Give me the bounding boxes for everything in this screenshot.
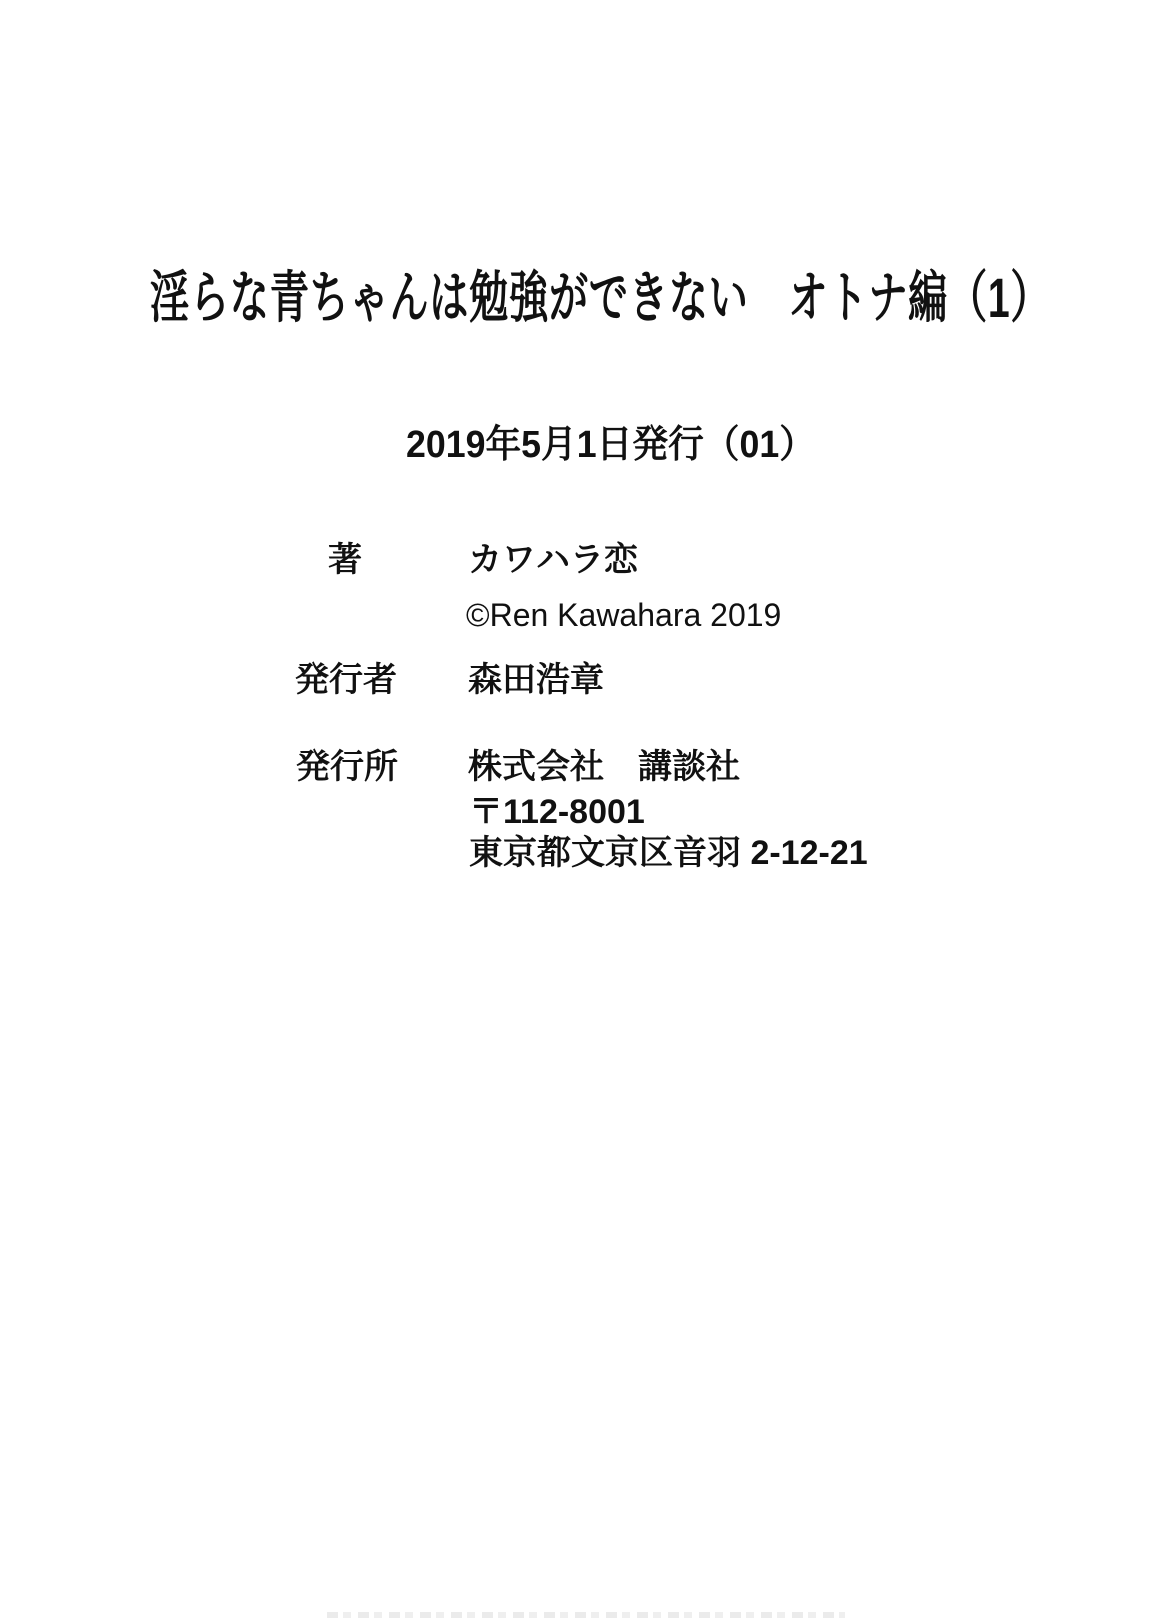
publishing-house-name: 株式会社 講談社 <box>468 748 740 786</box>
author-name: カワハラ恋 <box>468 541 638 579</box>
publisher-label: 発行者 <box>295 661 397 699</box>
postal-code: 〒112-8001 <box>469 793 645 831</box>
author-label: 著 <box>328 541 362 579</box>
copyright-line: ©Ren Kawahara 2019 <box>466 597 782 633</box>
publishing-house-label: 発行所 <box>296 748 398 786</box>
page-title: 淫らな青ちゃんは勉強ができない オトナ編（1） <box>150 266 1051 329</box>
publisher-name: 森田浩章 <box>468 661 604 699</box>
cutoff-text-remnant-line <box>327 1612 845 1618</box>
issue-date: 2019年5月1日発行（01） <box>406 424 815 466</box>
address-line: 東京都文京区音羽 2-12-21 <box>469 834 868 872</box>
